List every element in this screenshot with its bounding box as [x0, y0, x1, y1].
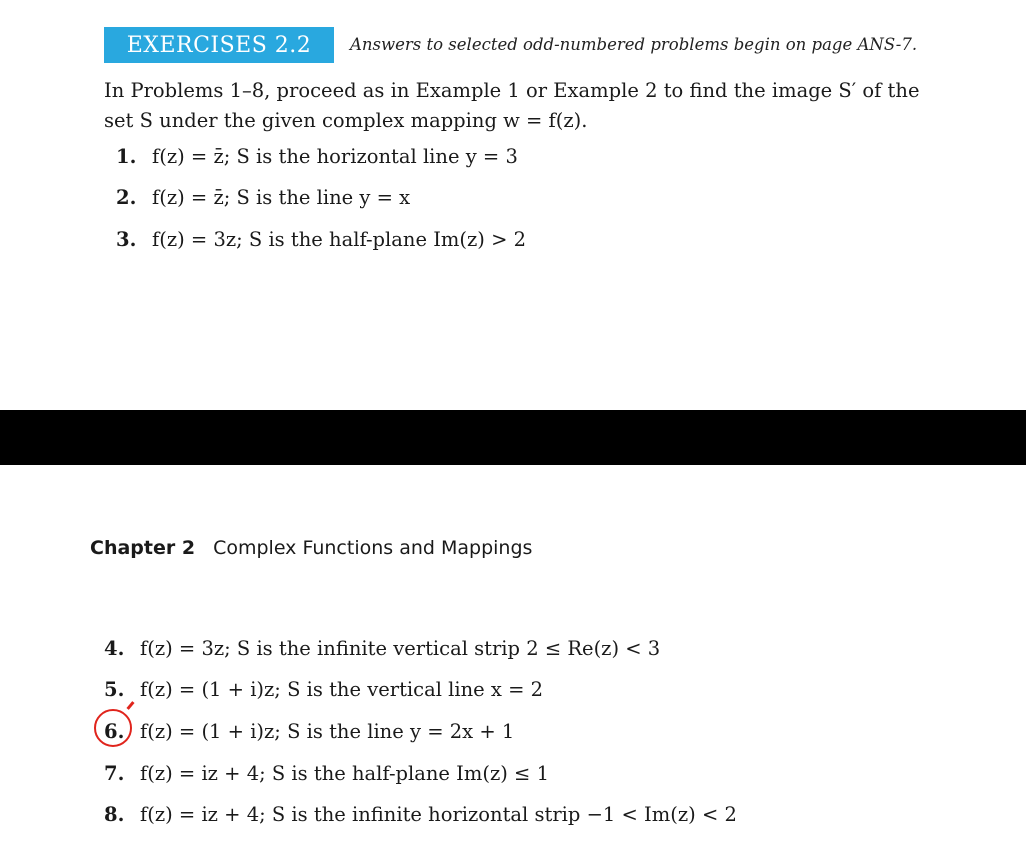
red-circle-annotation [94, 709, 132, 747]
problem-number: 8. [104, 803, 125, 826]
problem-text: f(z) = 3z; S is the infinite vertical strip 2 ≤ Re(z) < 3 [140, 637, 661, 660]
black-separator-band [0, 410, 1026, 465]
problem-8 [104, 803, 737, 826]
instructions-paragraph [104, 76, 934, 136]
instructions-line-1: In Problems 1–8, proceed as in Example 1 or Example 2 to find the image S′ of the [104, 79, 920, 102]
instructions-line-2: set S under the given complex mapping w = f(z). [104, 109, 588, 132]
problem-5 [104, 678, 543, 701]
problem-text: f(z) = (1 + i)z; S is the vertical line x = 2 [140, 678, 544, 701]
problem-2 [116, 186, 410, 209]
problem-number: 7. [104, 762, 125, 785]
problem-text: f(z) = iz + 4; S is the infinite horizontal strip −1 < Im(z) < 2 [140, 803, 737, 826]
problem-number: 5. [104, 678, 125, 701]
problem-number: 4. [104, 637, 125, 660]
chapter-number: Chapter 2 [90, 537, 196, 559]
problem-1 [116, 145, 518, 168]
problem-number: 2. [116, 186, 137, 209]
problem-3 [116, 228, 526, 251]
problem-text: f(z) = z̄; S is the line y = x [152, 186, 411, 209]
textbook-page-bottom [0, 465, 1026, 856]
problem-text: f(z) = iz + 4; S is the half-plane Im(z) ≤ 1 [140, 762, 549, 785]
problem-number: 3. [116, 228, 137, 251]
problem-6 [104, 720, 514, 743]
chapter-title: Complex Functions and Mappings [213, 537, 533, 559]
answers-note: Answers to selected odd-numbered problems begin on page ANS-7. [350, 35, 918, 54]
problem-text: f(z) = 3z; S is the half-plane Im(z) > 2 [152, 228, 527, 251]
problem-number: 1. [116, 145, 137, 168]
problem-number: 6. [104, 720, 125, 743]
problem-7 [104, 762, 549, 785]
chapter-header [90, 537, 532, 559]
problem-text: f(z) = (1 + i)z; S is the line y = 2x + 1 [140, 720, 515, 743]
exercises-badge: EXERCISES 2.2 [104, 27, 334, 63]
problem-4 [104, 637, 660, 660]
problem-text: f(z) = z̄; S is the horizontal line y = 3 [152, 145, 518, 168]
